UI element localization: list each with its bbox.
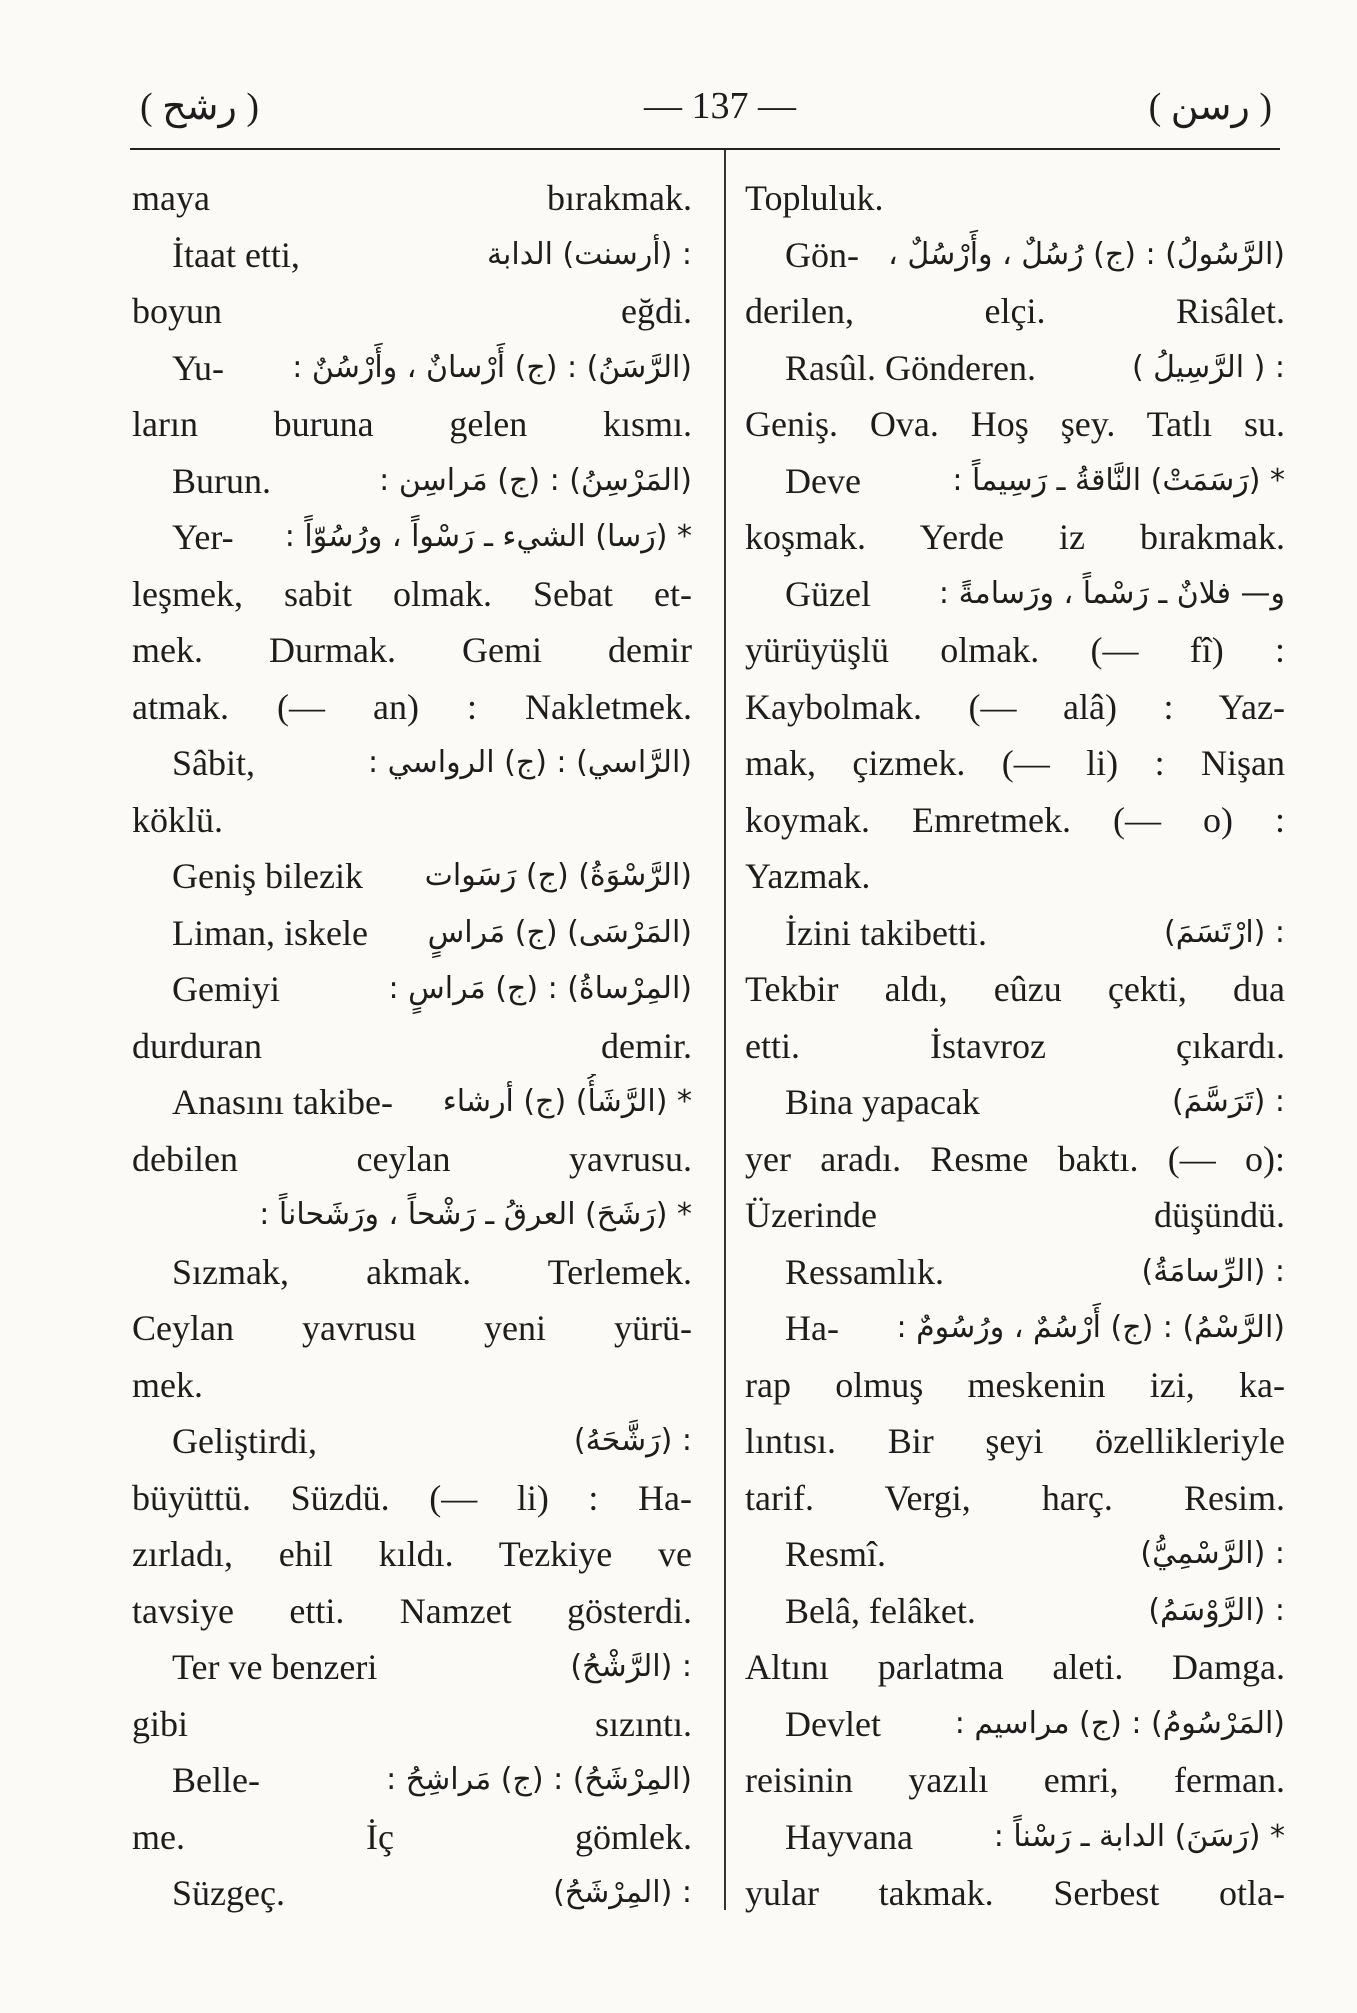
entry-text: yer aradı. Resme baktı. (— o):: [745, 1138, 1285, 1179]
entry-line: [745, 566, 1285, 623]
entry-line: [745, 1357, 1285, 1414]
entry-text: reisinin yazılı emri, ferman.: [745, 1760, 1285, 1800]
entry-line: [132, 1187, 692, 1244]
entry-text: Ha-: [785, 1308, 839, 1348]
entry-line: [745, 961, 1285, 1018]
entry-text: gibi sızıntı.: [132, 1703, 692, 1744]
entry-line: [132, 1470, 692, 1527]
arabic-headword: (الرَّسْوَةُ) (ج) رَسَوات: [424, 858, 692, 893]
entry-text: Sâbit,: [172, 743, 256, 783]
entry-line: [745, 283, 1285, 340]
arabic-headword: و— فلانٌ ـ رَسْماً ، ورَسامةً :: [938, 575, 1285, 611]
entry-line: [745, 622, 1285, 679]
header-right-keyword: ( رسن ): [1148, 86, 1272, 128]
entry-text: Üzerinde düşündü.: [745, 1195, 1285, 1235]
entry-line: [745, 453, 1285, 510]
entry-line: [132, 1131, 692, 1188]
entry-line: [132, 1696, 692, 1753]
arabic-headword: : (أرسنت) الدابة: [486, 236, 692, 272]
entry-line: [132, 396, 692, 453]
arabic-headword: : (المِرْشَحُ): [553, 1875, 692, 1910]
entry-text: Sızmak, akmak. Terlemek.: [172, 1251, 692, 1292]
entry-text: Liman, iskele: [172, 912, 368, 953]
entry-text: Altını parlatma aleti. Damga.: [745, 1647, 1285, 1687]
arabic-headword: (الرَّاسي) : (ج) الرواسي :: [367, 745, 692, 780]
arabic-headword: * (رَسا) الشيء ـ رَسْواً ، ورُسُوّاً :: [284, 519, 692, 554]
page-number: — 137 —: [644, 85, 796, 127]
entry-text: tarif. Vergi, harç. Resim.: [745, 1477, 1285, 1518]
entry-text: koşmak. Yerde iz bırakmak.: [745, 517, 1285, 557]
entry-text: Kaybolmak. (— alâ) : Yaz-: [745, 686, 1285, 727]
entry-text: debilen ceylan yavrusu.: [132, 1138, 692, 1179]
arabic-headword: : (ارْتَسَمَ): [1164, 914, 1285, 950]
arabic-headword: (المَرْسِنُ) : (ج) مَراسِن :: [379, 462, 692, 498]
entry-line: [132, 1413, 692, 1470]
arabic-headword: (المِرْساةُ) : (ج) مَراسٍ :: [388, 971, 692, 1006]
entry-text: Geniş. Ova. Hoş şey. Tatlı su.: [745, 404, 1285, 444]
entry-text: Yer-: [172, 517, 234, 557]
entry-text: mak, çizmek. (— li) : Nişan: [745, 743, 1285, 783]
entry-line: [745, 1865, 1285, 1922]
entry-text: Ter ve benzeri: [172, 1647, 378, 1687]
entry-line: [132, 453, 692, 510]
entry-text: İtaat etti,: [172, 234, 300, 275]
entry-text: lıntısı. Bir şeyi özellikleriyle: [745, 1421, 1285, 1461]
entry-line: [745, 509, 1285, 566]
entry-line: [745, 1470, 1285, 1527]
entry-line: [745, 1018, 1285, 1075]
entry-line: [132, 848, 692, 905]
entry-line: [745, 905, 1285, 962]
entry-line: [745, 1639, 1285, 1696]
entry-line: [132, 679, 692, 736]
entry-text: yular takmak. Serbest otla-: [745, 1873, 1285, 1913]
entry-text: Yazmak.: [745, 856, 871, 896]
arabic-headword: (الرَّسُولُ) : (ج) رُسُلٌ ، وأَرْسُلٌ ،: [888, 236, 1285, 272]
entry-line: [745, 170, 1285, 227]
entry-text: Hayvana: [785, 1816, 913, 1857]
entry-line: [745, 1244, 1285, 1301]
entry-line: [132, 340, 692, 397]
entry-text: maya bırakmak.: [132, 178, 692, 218]
header-left-keyword: ( رشح ): [140, 86, 260, 128]
entry-text: yürüyüşlü olmak. (— fî) :: [745, 630, 1285, 670]
entry-text: tavsiye etti. Namzet gösterdi.: [132, 1590, 692, 1631]
entry-text: zırladı, ehil kıldı. Tezkiye ve: [132, 1534, 692, 1574]
entry-text: Geliştirdi,: [172, 1421, 317, 1461]
arabic-headword: : (تَرَسَّمَ): [1171, 1084, 1285, 1119]
entry-text: durduran demir.: [132, 1025, 692, 1066]
entry-line: [745, 1752, 1285, 1809]
entry-text: ların buruna gelen kısmı.: [132, 404, 692, 444]
entry-line: [745, 1696, 1285, 1753]
arabic-headword: * (رَسَمَتْ) النَّاقةُ ـ رَسِيماً :: [952, 462, 1285, 498]
entry-line: [745, 1413, 1285, 1470]
entry-line: [132, 1865, 692, 1922]
entry-line: [132, 1244, 692, 1301]
arabic-headword: : (الرَّشْحُ): [570, 1649, 692, 1684]
column-divider: [724, 150, 726, 1910]
entry-text: İzini takibetti.: [785, 912, 987, 953]
arabic-headword: : (الرِّسامَةُ): [1141, 1253, 1285, 1289]
entry-line: [745, 396, 1285, 453]
entry-line: [132, 283, 692, 340]
entry-line: [745, 679, 1285, 736]
entry-line: [132, 1526, 692, 1583]
arabic-headword: * (رَشَحَ) العرقُ ـ رَشْحاً ، ورَشَحاناً :: [259, 1197, 692, 1232]
entry-text: Topluluk.: [745, 178, 884, 218]
arabic-headword: : (الرَّوْسَمُ): [1148, 1592, 1285, 1628]
entry-line: [132, 905, 692, 962]
entry-line: [132, 622, 692, 679]
entry-line: [132, 1018, 692, 1075]
entry-text: Gemiyi: [172, 969, 280, 1009]
arabic-headword: : (رَشَّحَهُ): [573, 1423, 692, 1458]
entry-line: [132, 1300, 692, 1357]
arabic-headword: (المِرْشَحُ) : (ج) مَراشِحُ :: [386, 1762, 692, 1797]
entry-line: [745, 1074, 1285, 1131]
arabic-headword: : (الرَّسْمِيُّ): [1140, 1536, 1285, 1571]
arabic-headword: (المَرْسُومُ) : (ج) مراسيم :: [954, 1705, 1285, 1741]
entry-text: Ceylan yavrusu yeni yürü-: [132, 1308, 692, 1348]
arabic-headword: (الرَّسْمُ) : (ج) أَرْسُمٌ ، ورُسُومٌ :: [896, 1310, 1285, 1345]
entry-text: mek.: [132, 1364, 203, 1405]
entry-text: atmak. (— an) : Nakletmek.: [132, 686, 692, 727]
entry-text: Resmî.: [785, 1534, 887, 1574]
entry-line: [745, 1526, 1285, 1583]
entry-line: [132, 1583, 692, 1640]
entry-line: [132, 509, 692, 566]
entry-text: Tekbir aldı, eûzu çekti, dua: [745, 969, 1285, 1009]
entry-text: Gön-: [785, 234, 859, 275]
entry-line: [745, 1131, 1285, 1188]
entry-text: rap olmuş meskenin izi, ka-: [745, 1364, 1285, 1405]
entry-text: koymak. Emretmek. (— o) :: [745, 799, 1285, 840]
entry-text: Deve: [785, 460, 861, 501]
entry-text: boyun eğdi.: [132, 291, 692, 331]
entry-text: Yu-: [172, 347, 224, 388]
left-column: [132, 170, 692, 1922]
entry-line: [745, 227, 1285, 284]
entry-text: Belle-: [172, 1760, 260, 1800]
entry-line: [745, 735, 1285, 792]
entry-text: mek. Durmak. Gemi demir: [132, 630, 692, 670]
arabic-headword: * (رَسَنَ) الدابة ـ رَسْناً :: [993, 1818, 1285, 1854]
entry-line: [132, 792, 692, 849]
entry-line: [132, 1357, 692, 1414]
entry-text: Güzel: [785, 573, 871, 614]
arabic-headword: (المَرْسَى) (ج) مَراسٍ: [427, 914, 692, 950]
entry-line: [132, 170, 692, 227]
right-column: [745, 170, 1285, 1922]
entry-line: [745, 340, 1285, 397]
entry-line: [132, 1639, 692, 1696]
entry-text: Süzgeç.: [172, 1873, 285, 1913]
entry-line: [132, 1752, 692, 1809]
entry-text: Anasını takibe-: [172, 1082, 393, 1122]
entry-text: büyüttü. Süzdü. (— li) : Ha-: [132, 1477, 692, 1518]
entry-line: [132, 227, 692, 284]
arabic-headword: : ( الرَّسِيلُ ): [1131, 349, 1285, 385]
entry-line: [745, 1300, 1285, 1357]
entry-text: etti. İstavroz çıkardı.: [745, 1025, 1285, 1066]
arabic-headword: * (الرَّشَأُ) (ج) أرشاء: [442, 1084, 692, 1119]
arabic-headword: (الرَّسَنُ) : (ج) أَرْسانٌ ، وأَرْسُنٌ :: [292, 349, 692, 385]
entry-line: [745, 1187, 1285, 1244]
entry-text: Belâ, felâket.: [785, 1590, 976, 1631]
entry-line: [745, 1809, 1285, 1866]
entry-text: Bina yapacak: [785, 1082, 980, 1122]
entry-text: leşmek, sabit olmak. Sebat et-: [132, 573, 692, 614]
entry-text: me. İç gömlek.: [132, 1816, 692, 1857]
entry-line: [745, 848, 1285, 905]
entry-text: derilen, elçi. Risâlet.: [745, 291, 1285, 331]
entry-line: [132, 1074, 692, 1131]
entry-line: [132, 735, 692, 792]
entry-text: Ressamlık.: [785, 1251, 944, 1292]
entry-text: Devlet: [785, 1703, 881, 1744]
entry-text: Burun.: [172, 460, 271, 501]
entry-line: [745, 1583, 1285, 1640]
header-rule: [130, 148, 1280, 150]
entry-text: Geniş bilezik: [172, 856, 363, 896]
entry-text: Rasûl. Gönderen.: [785, 347, 1036, 388]
entry-line: [132, 1809, 692, 1866]
entry-line: [745, 792, 1285, 849]
entry-text: köklü.: [132, 799, 224, 840]
entry-line: [132, 566, 692, 623]
entry-line: [132, 961, 692, 1018]
